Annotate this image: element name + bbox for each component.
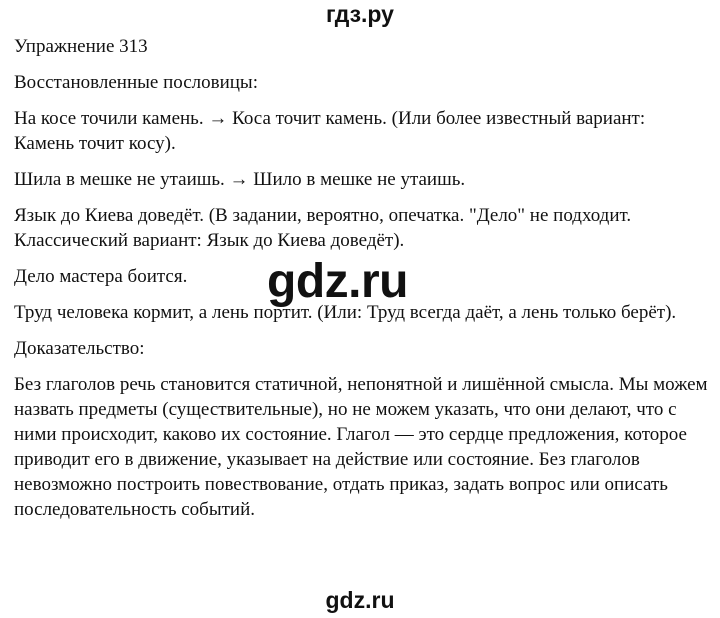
proverb-item: На косе точили камень. → Коса точит камень. (Или более известный вариант: Камень точит косу). (14, 108, 646, 154)
proverb-item: Язык до Киева доведёт. (В задании, вероятно, опечатка. "Дело" не подходит. Классический вариант: Язык до Киева доведёт). (14, 205, 632, 251)
section-proof-heading: Доказательство: (14, 338, 145, 359)
site-footer-link[interactable]: gdz.ru (325, 587, 395, 613)
watermark-logo: gdz.ru (267, 255, 408, 308)
proverb-item: Дело мастера боится. (14, 266, 188, 287)
section-restored-heading: Восстановленные пословицы: (14, 72, 258, 93)
exercise-title: Упражнение 313 (14, 36, 148, 57)
site-header-title: гдз.ру (326, 1, 394, 27)
proverb-item: Труд человека кормит, а лень портит. (Или: Труд всегда даёт, а лень только берёт). (14, 302, 677, 323)
proverb-item: Шила в мешке не утаишь. → Шило в мешке не утаишь. (14, 169, 466, 190)
proof-paragraph: Без глаголов речь становится статичной, непонятной и лишённой смысла. Мы можем назвать предметы (существительные), но не можем указать, что они делают, что с ними происходит, каково их состояние. Глагол — это сердце предложения, которое приводит его в движение, указывает на действие или состояние. Без глаголов невозможно построить повествование, отдать приказ, задать вопрос или описать последовательность событий. (14, 374, 708, 520)
